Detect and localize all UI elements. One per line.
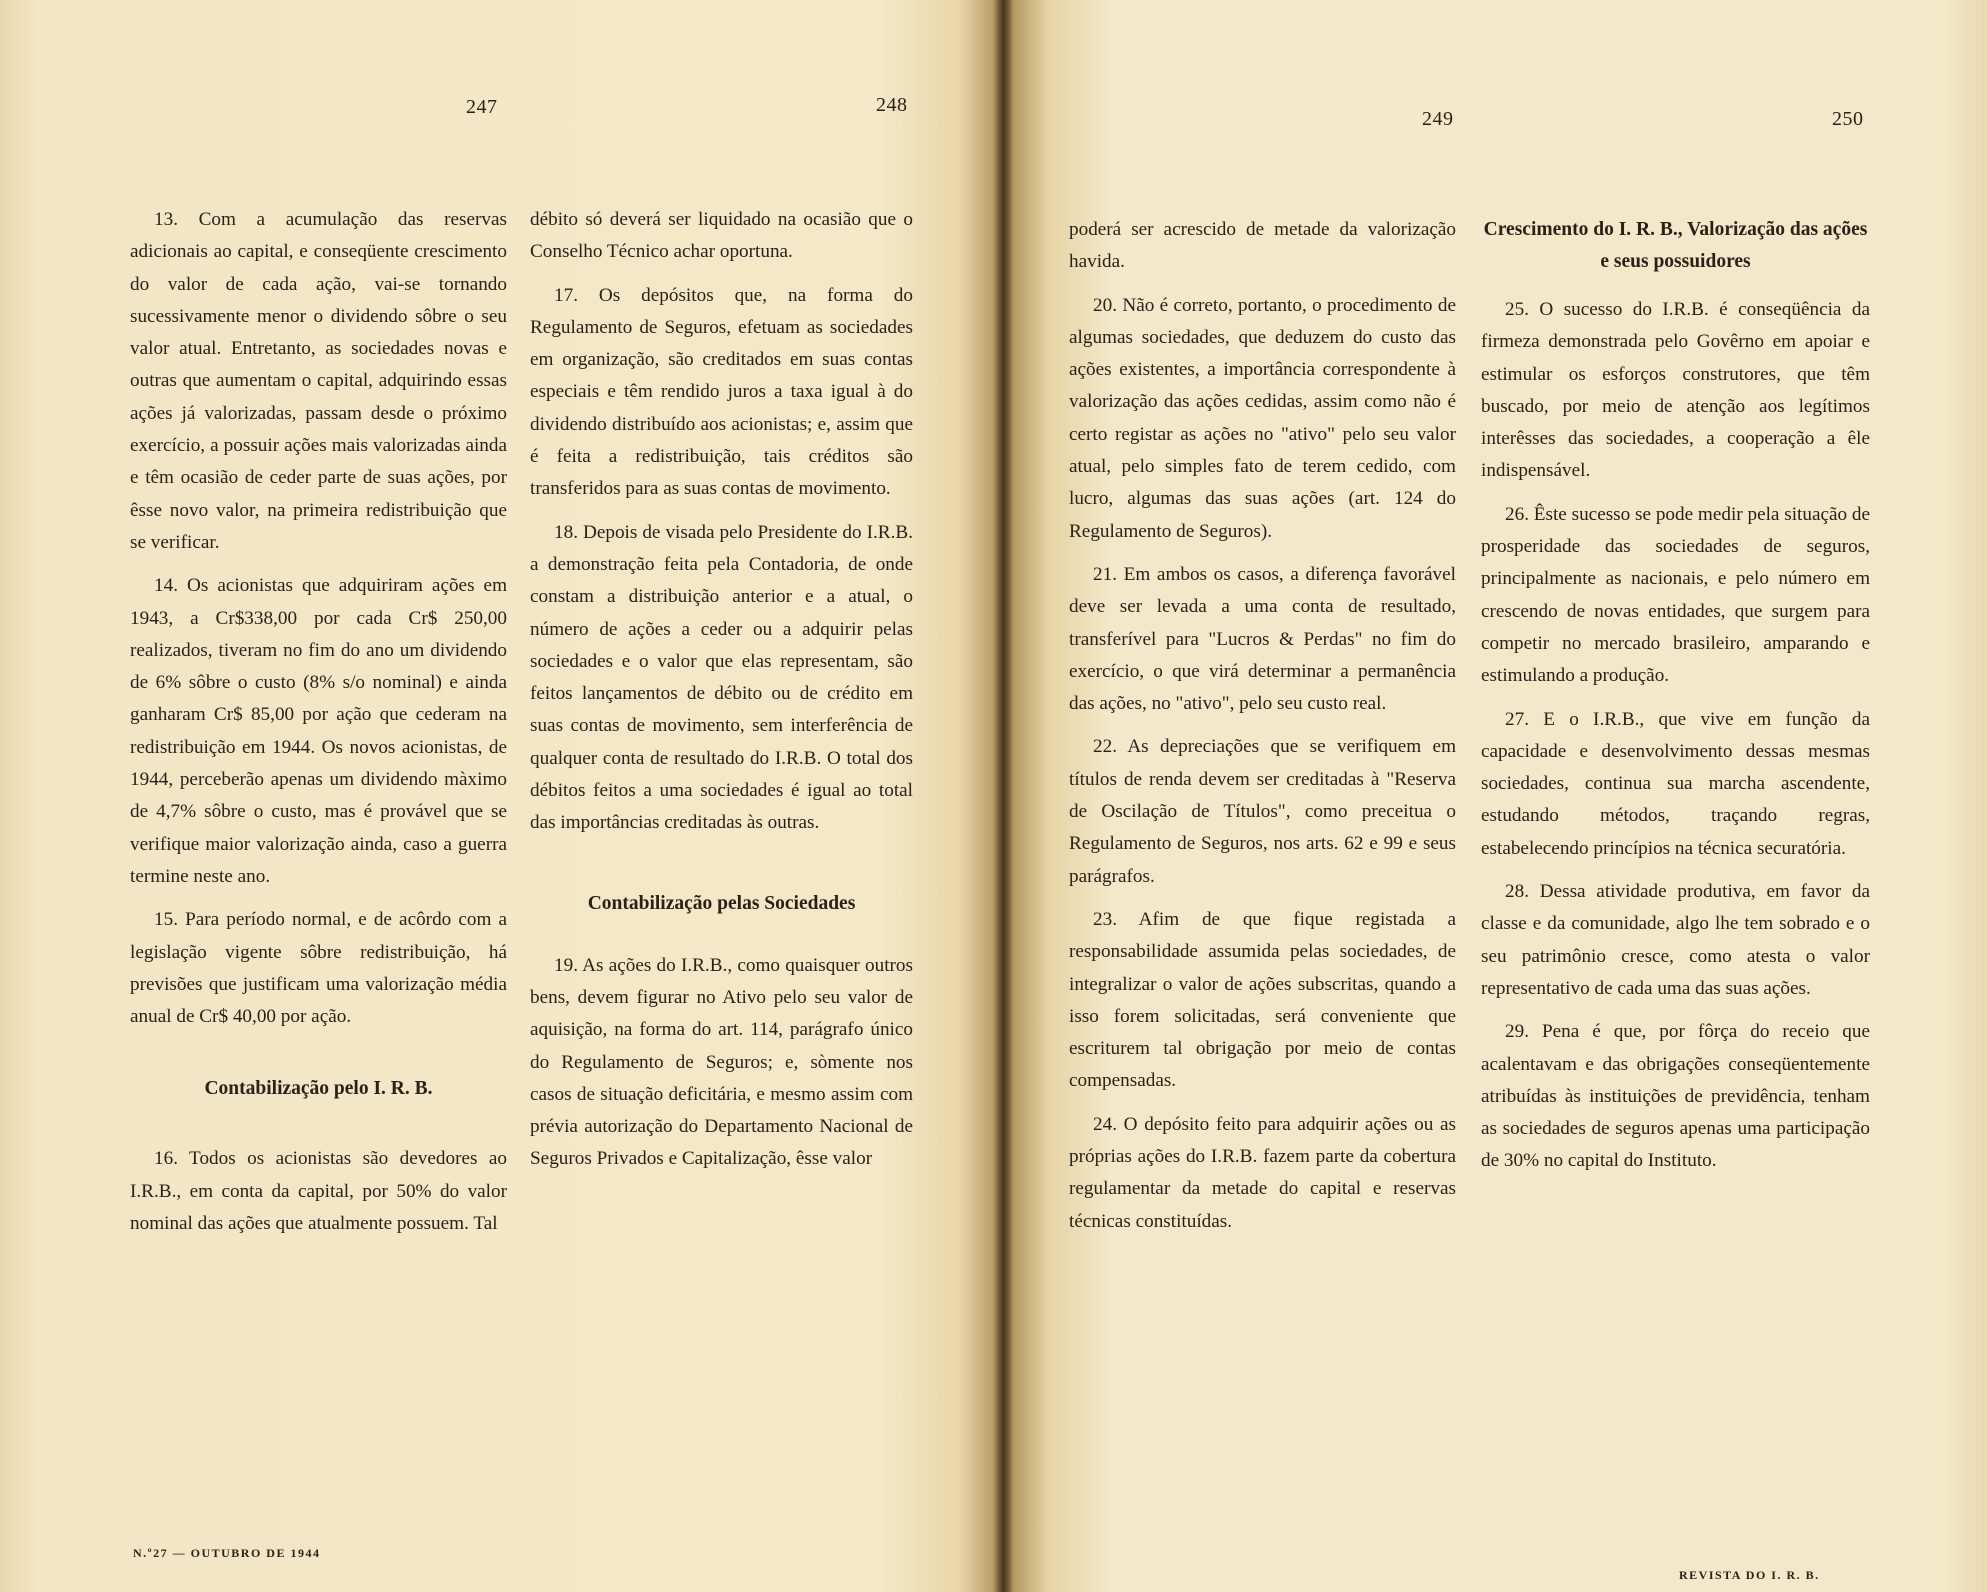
paragraph-28: 28. Dessa atividade produtiva, em favor da classe e da comunidade, algo lhe tem sobrado e o seu patrimônio cresce, como atesta o valor representativo de cada uma das suas ações. bbox=[1481, 881, 1870, 999]
footer-journal: REVISTA DO I. R. B. bbox=[1679, 1568, 1820, 1582]
paragraph-16-continued: débito só deverá ser liquidado na ocasião que o Conselho Técnico achar oportuna. bbox=[530, 209, 913, 263]
paragraph-16: 16. Todos os acionistas são devedores ao I.R.B., em conta da capital, por 50% do valor nominal das ações que atualmente possuem. Tal bbox=[130, 1148, 507, 1235]
paragraph-19-continued: poderá ser acrescido de metade da valorização havida. bbox=[1069, 219, 1456, 273]
paragraph-24: 24. O depósito feito para adquirir ações ou as próprias ações do I.R.B. fazem parte da cobertura regulamentar da metade do capital e reservas técnicas constituídas. bbox=[1069, 1113, 1456, 1232]
paragraph-13: 13. Com a acumulação das reservas adicionais ao capital, e conseqüente crescimento do valor de cada ação, vai-se tornando sucessivamente menor o dividendo sôbre o seu valor atual. Entretanto, as sociedades novas e outras que aumentam o capital, adquirindo essas ações já valorizadas, passam desde o próximo exercício, a possuir ações mais valorizadas ainda e têm ocasião de ceder parte de suas ações, por êsse novo valor, na primeira redistribuição que se verificar. bbox=[130, 209, 507, 553]
paragraph-19: 19. As ações do I.R.B., como quaisquer outros bens, devem figurar no Ativo pelo seu valor de aquisição, na forma do art. 114, parágrafo único do Regulamento de Seguros; e, sòmente nos casos de situação deficitária, e mesmo assim com prévia autorização do Departamento Nacional de Seguros Privados e Capitalização, êsse valor bbox=[530, 954, 913, 1170]
book-gutter-shadow bbox=[992, 0, 1014, 1592]
page-number-247: 247 bbox=[466, 96, 498, 118]
page-number-250: 250 bbox=[1832, 108, 1864, 130]
page-number-248: 248 bbox=[876, 94, 908, 116]
section-heading-crescimento: Crescimento do I. R. B., Valorização das ações e seus possuidores bbox=[1483, 219, 1868, 272]
page-number-249: 249 bbox=[1422, 108, 1454, 130]
column-247 bbox=[130, 204, 507, 1251]
paragraph-20: 20. Não é correto, portanto, o procedimento de algumas sociedades, que deduzem do custo das ações existentes, a importância correspondente à valorização das ações cedidas, assim como não é certo registar as ações no "ativo" pelo seu valor atual, pelo simples fato de terem cedido, com lucro, algumas das suas ações (art. 124 do Regulamento de Seguros). bbox=[1069, 294, 1456, 542]
column-248 bbox=[530, 204, 913, 1187]
paragraph-22: 22. As depreciações que se verifiquem em títulos de renda devem ser creditadas à "Reserva de Oscilação de Títulos", como preceitua o Regulamento de Seguros, nos arts. 62 e 99 e seus parágrafos. bbox=[1069, 736, 1456, 887]
paragraph-18: 18. Depois de visada pelo Presidente do I.R.B. a demonstração feita pela Contadoria, de onde constam a distribuição anterior e a atual, o número de ações a ceder ou a adquirir pelas sociedades e o valor que elas representam, são feitos lançamentos de débito ou de crédito em suas contas de movimento, sem interferência de qualquer conta de resultado do I.R.B. O total dos débitos feitos a uma sociedades é igual ao total das importâncias creditadas às outras. bbox=[530, 521, 913, 834]
paragraph-26: 26. Êste sucesso se pode medir pela situação de prosperidade das sociedades de seguros, principalmente as nacionais, e pelo número em crescendo de novas entidades, que surgem para competir no mercado brasileiro, amparando e estimulando a produção. bbox=[1481, 503, 1870, 687]
column-250 bbox=[1481, 214, 1870, 1189]
footer-issue: N.º27 — OUTUBRO DE 1944 bbox=[133, 1546, 321, 1560]
right-page bbox=[1003, 0, 1987, 1592]
section-heading-contabilizacao-irb: Contabilização pelo I. R. B. bbox=[204, 1078, 433, 1100]
paragraph-23: 23. Afim de que fique registada a responsabilidade assumida pelas sociedades, de integralizar o valor de ações subscritas, quando a isso forem solicitadas, será conveniente que escriturem tal obrigação por meio de contas compensadas. bbox=[1069, 908, 1456, 1092]
paragraph-29: 29. Pena é que, por fôrça do receio que acalentavam e das obrigações conseqüentemente atribuídas às instituições de previdência, tenham as sociedades de seguros apenas uma participação de 30% no capital do Instituto. bbox=[1481, 1021, 1870, 1172]
section-heading-contabilizacao-sociedades: Contabilização pelas Sociedades bbox=[587, 892, 856, 914]
paragraph-14: 14. Os acionistas que adquiriram ações em 1943, a Cr$338,00 por cada Cr$ 250,00 realizados, tiveram no fim do ano um dividendo de 6% sôbre o custo (8% s/o nominal) e ainda ganharam Cr$ 85,00 por ação que cederam na redistribuição em 1944. Os novos acionistas, de 1944, perceberão apenas um dividendo màximo de 4,7% sôbre o custo, mas é provável que se verifique maior valorização ainda, caso a guerra termine neste ano. bbox=[130, 575, 507, 887]
paragraph-21: 21. Em ambos os casos, a diferença favorável deve ser levada a uma conta de resultado, transferível para "Lucros & Perdas" no fim do exercício, o que virá determinar a permanência das ações, no "ativo", pelo seu custo real. bbox=[1069, 563, 1456, 715]
paragraph-17: 17. Os depósitos que, na forma do Regulamento de Seguros, efetuam as sociedades em organização, são creditados em suas contas especiais e têm rendido juros a taxa igual à do dividendo distribuído aos acionistas; e, assim que é feita a redistribuição, tais créditos são transferidos para as suas contas de movimento. bbox=[530, 284, 913, 500]
paragraph-27: 27. E o I.R.B., que vive em função da capacidade e desenvolvimento dessas mesmas sociedades, continua sua marcha ascendente, estudando métodos, traçando regras, estabelecendo princípios na técnica securatória. bbox=[1481, 708, 1870, 859]
column-249 bbox=[1069, 214, 1456, 1249]
paragraph-15: 15. Para período normal, e de acôrdo com a legislação vigente sôbre redistribuição, há previsões que justificam uma valorização média anual de Cr$ 40,00 por ação. bbox=[130, 909, 507, 1028]
paragraph-25: 25. O sucesso do I.R.B. é conseqüência da firmeza demonstrada pelo Govêrno em apoiar e estimular os esforços construtores, que têm buscado, por meio de atenção aos legítimos interêsses das sociedades, a cooperação a êle indispensável. bbox=[1481, 299, 1870, 482]
